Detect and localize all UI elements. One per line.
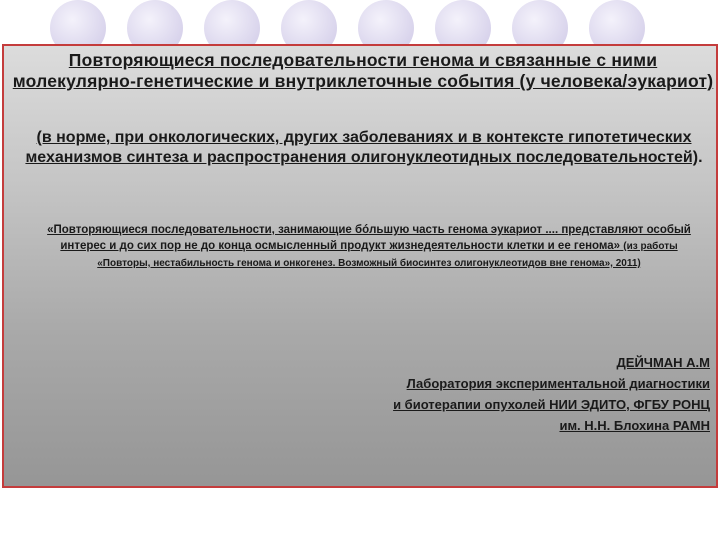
author-block bbox=[190, 352, 710, 436]
author-affiliation-line2: и биотерапии опухолей НИИ ЭДИТО, ФГБУ РОНЦ bbox=[393, 397, 710, 412]
slide-panel bbox=[2, 44, 718, 488]
quote-text: «Повторяющиеся последовательности, занимающие бóльшую часть генома эукариот .... представляют особый интерес и до сих пор не до конца осмысленный продукт жизнедеятельности клетки и ее генома» bbox=[47, 224, 691, 252]
quote-source: (из работы «Повторы, нестабильность генома и онкогенез. Возможный биосинтез олигонуклеотидов вне генома», 2011) bbox=[97, 241, 678, 269]
slide-title: Повторяющиеся последовательности генома и связанные с ними молекулярно-генетические и внутриклеточные события (у человека/эукариот) bbox=[12, 50, 714, 91]
subtitle-text: (в норме, при онкологических, других заболеваниях и в контексте гипотетических механизмов синтеза и распространения олигонуклеотидных последовательностей) bbox=[25, 129, 699, 166]
slide-subtitle bbox=[24, 128, 704, 168]
author-name: ДЕЙЧМАН А.М bbox=[616, 355, 710, 370]
quote-block bbox=[44, 222, 694, 272]
subtitle-period: . bbox=[698, 149, 703, 166]
author-affiliation-line1: Лаборатория экспериментальной диагностики bbox=[406, 376, 710, 391]
author-affiliation-line3: им. Н.Н. Блохина РАМН bbox=[559, 418, 710, 433]
